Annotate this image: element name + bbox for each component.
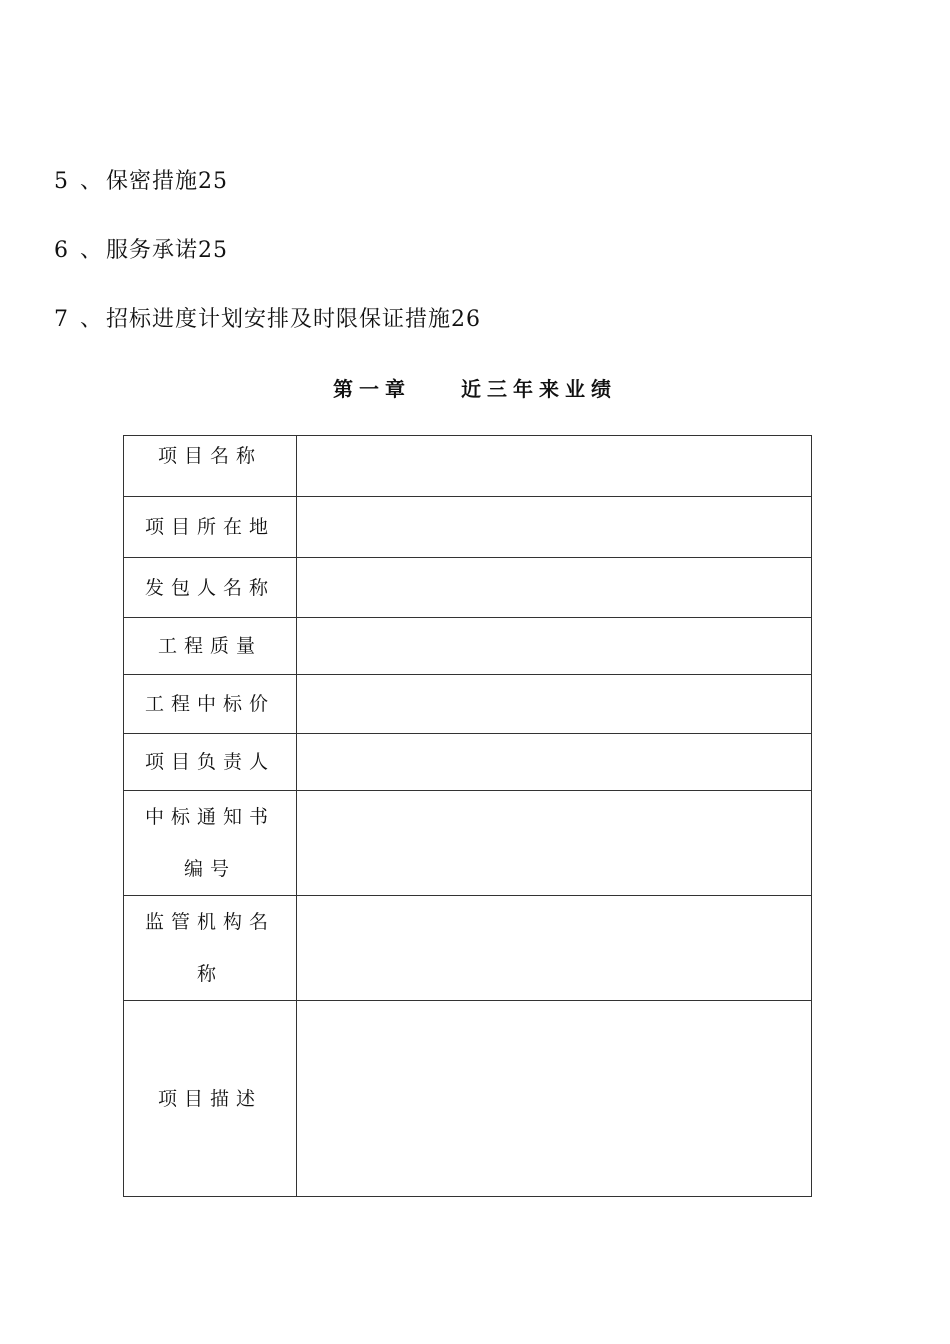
project-performance-table [123,435,812,1197]
row-label-contractor-name: 发包人名称 [124,558,297,618]
label-line: 编号 [183,858,236,880]
table-row [124,1001,812,1197]
label-line: 监管机构名 [144,911,275,933]
table-row [124,675,812,734]
row-value-supervising-agency[interactable] [297,896,812,1001]
chapter-heading [0,374,950,404]
toc-item-number: 5 [54,169,69,194]
toc-item-5[interactable] [54,168,228,196]
label-line: 称 [196,963,223,985]
row-value-contractor-name[interactable] [297,558,812,618]
row-label-project-quality: 工程质量 [124,618,297,675]
row-label-project-location: 项目所在地 [124,497,297,558]
row-label-project-description: 项目描述 [124,1001,297,1197]
row-value-project-name[interactable] [297,436,812,497]
toc-item-text: 服务承诺25 [106,238,228,263]
row-label-supervising-agency [124,896,297,1001]
row-label-project-manager: 项目负责人 [124,734,297,791]
row-value-award-notice-number[interactable] [297,791,812,896]
toc-item-number: 6 [54,238,69,263]
row-label-winning-bid-price: 工程中标价 [124,675,297,734]
toc-item-text: 保密措施25 [106,169,228,194]
table-row [124,497,812,558]
chapter-title: 近三年来业绩 [461,377,617,401]
table-row [124,734,812,791]
row-label-award-notice-number [124,791,297,896]
row-value-project-manager[interactable] [297,734,812,791]
chapter-number: 第一章 [333,377,411,401]
table-row [124,791,812,896]
toc-item-7[interactable] [54,306,481,334]
row-label-project-name: 项目名称 [124,436,297,497]
toc-item-separator: 、 [80,307,104,332]
toc-item-separator: 、 [80,169,104,194]
toc-item-text: 招标进度计划安排及时限保证措施26 [106,307,481,332]
toc-item-separator: 、 [80,238,104,263]
label-line: 中标通知书 [144,806,275,828]
table-row [124,896,812,1001]
toc-item-6[interactable] [54,237,228,265]
row-value-project-quality[interactable] [297,618,812,675]
row-value-project-description[interactable] [297,1001,812,1197]
table-row [124,618,812,675]
table-row [124,558,812,618]
toc-item-number: 7 [54,307,69,332]
row-value-winning-bid-price[interactable] [297,675,812,734]
row-value-project-location[interactable] [297,497,812,558]
table-row [124,436,812,497]
